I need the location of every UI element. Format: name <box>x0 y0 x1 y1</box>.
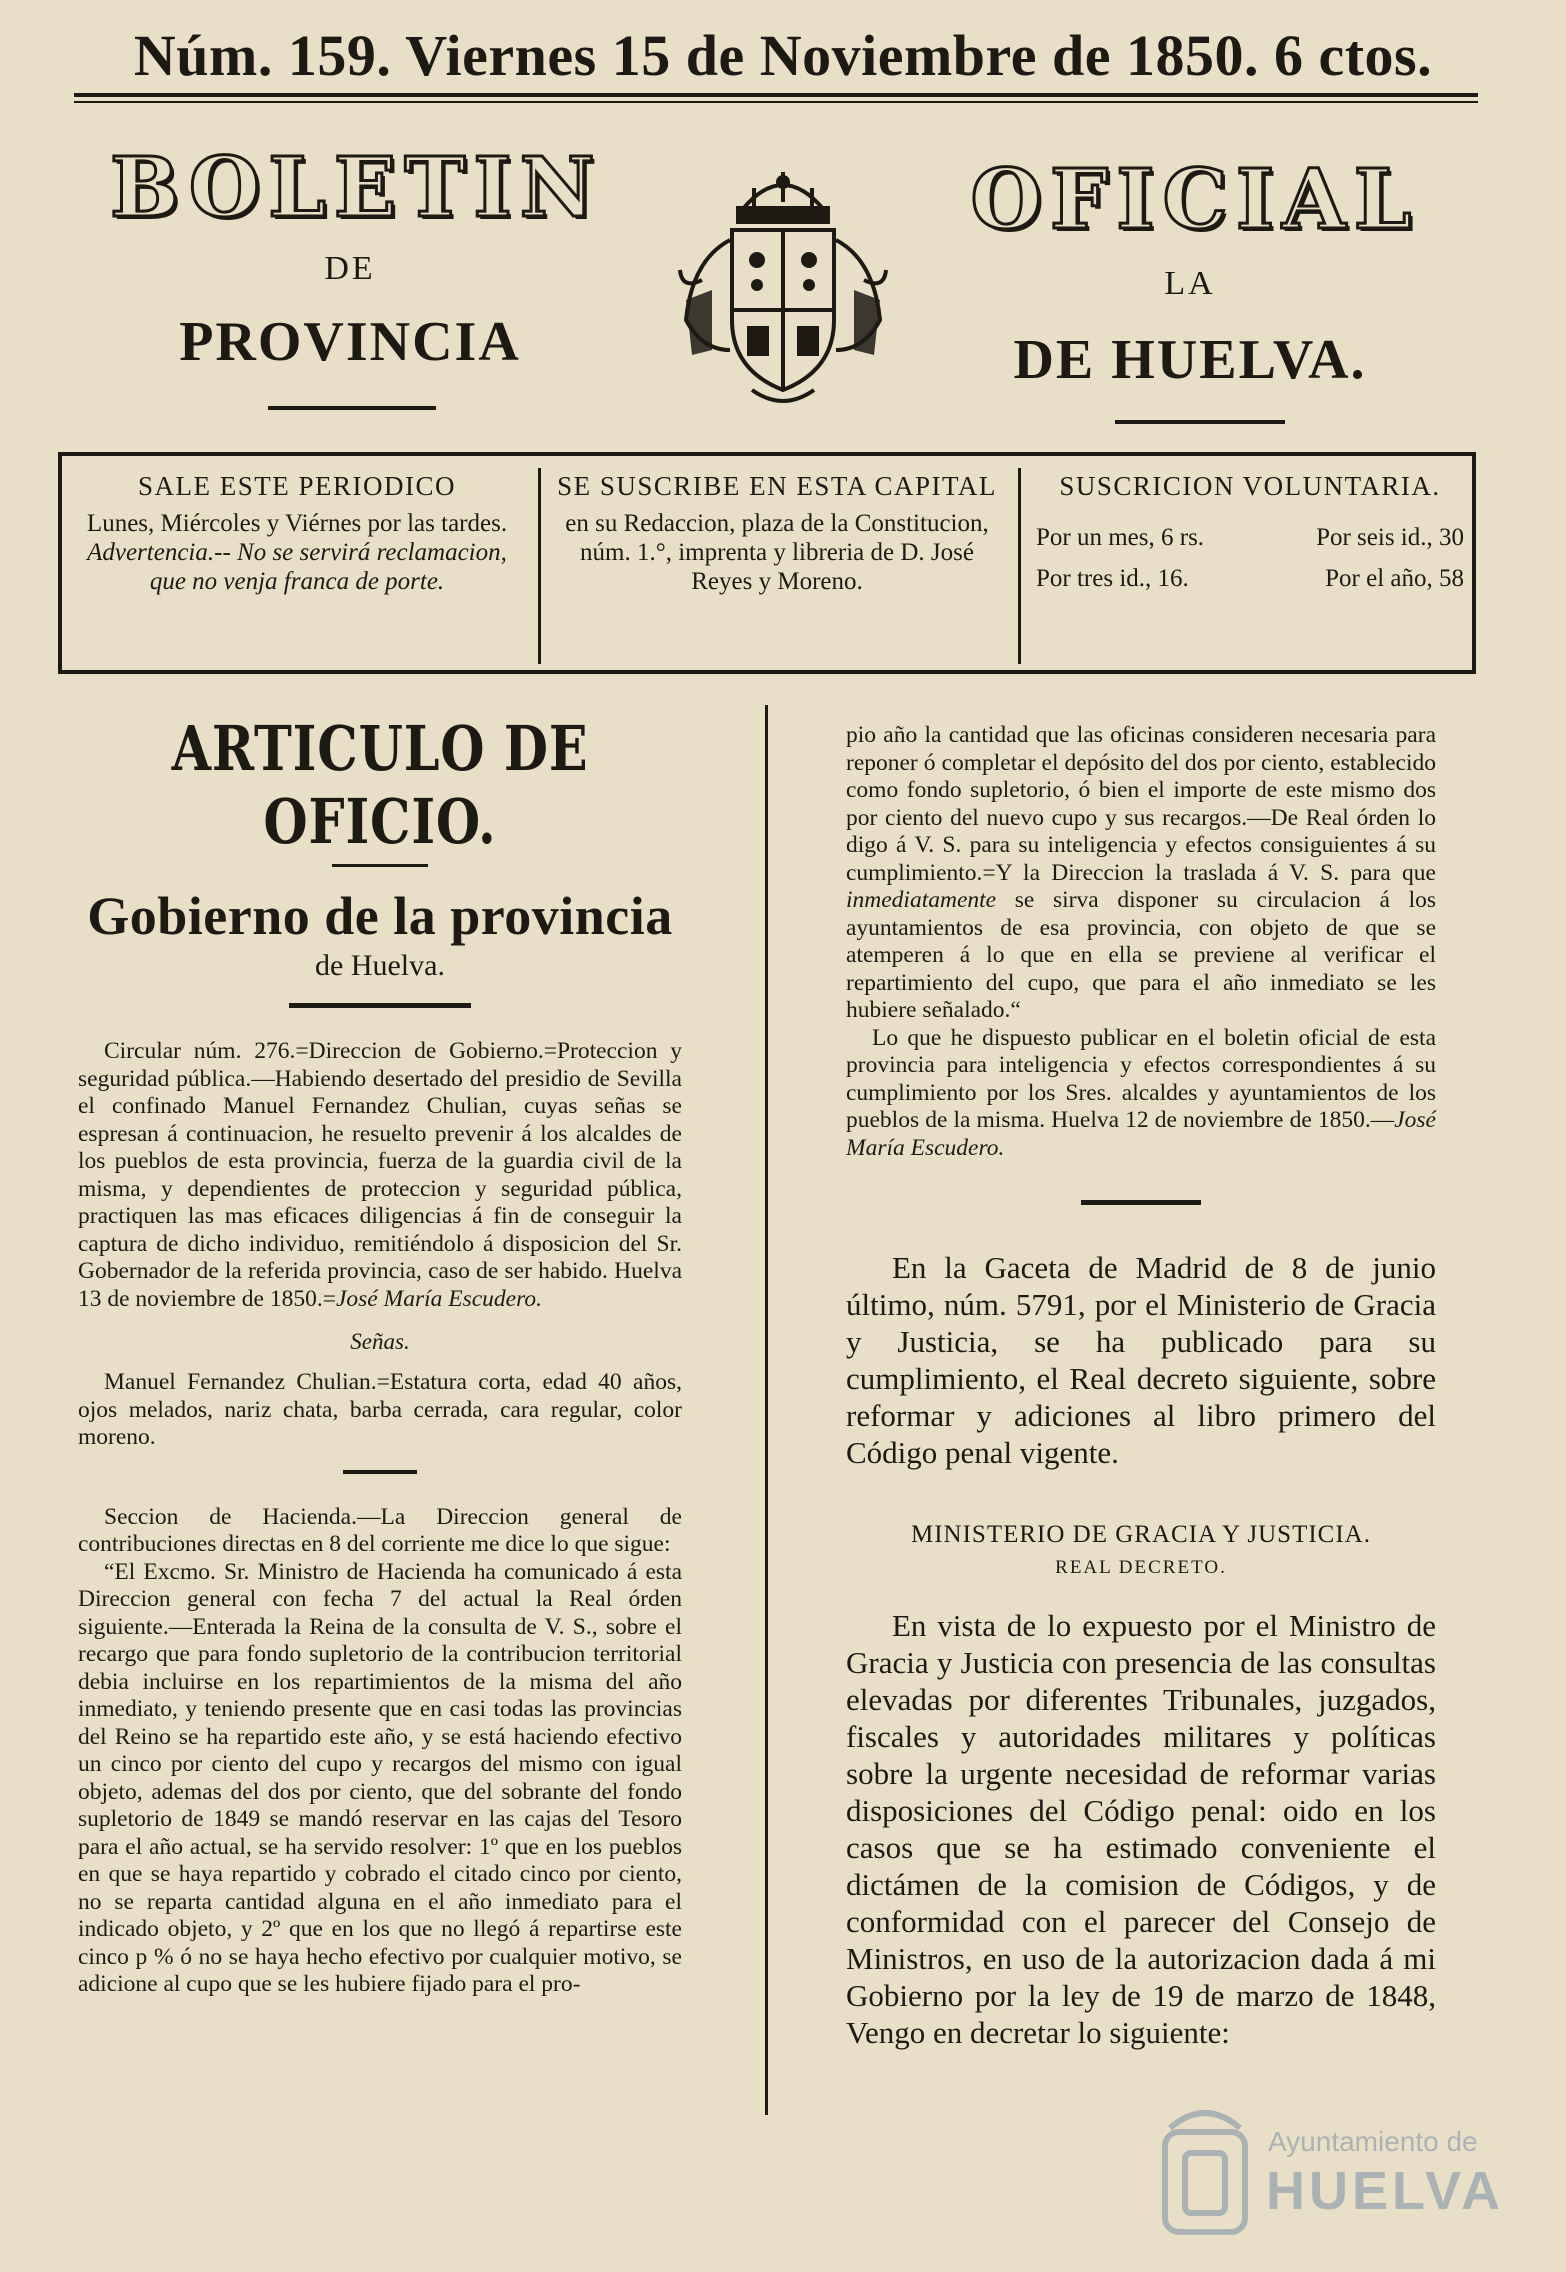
subscribe-text: en su Redaccion, plaza de la Constitucion, núm. 1.°, imprenta y libreria de D. José Reyes y Moreno. <box>565 510 989 595</box>
schedule-note: Advertencia.-- No se servirá reclamacion, que no venja franca de porte. <box>87 539 507 595</box>
article-subtitle: de Huelva. <box>315 949 445 982</box>
ayuntamiento-watermark <box>1150 2098 1530 2258</box>
header-rule-top <box>74 93 1478 97</box>
watermark-line-2: HUELVA <box>1266 2161 1504 2221</box>
royal-order-continuation <box>846 722 1436 1025</box>
prices-row-2 <box>1036 564 1464 593</box>
masthead-provincia: PROVINCIA <box>179 311 521 373</box>
article-title: Gobierno de la provincia <box>87 886 673 946</box>
continuation-text-a: pio año la cantidad que las oficinas consideren necesaria para reponer ó completar el depósito del dos por ciento, establecido como fondo supletorio, ó bien el importe de este mismo dos por ciento del nuevo cupo y sus recargos.—De Real órden lo digo á V. S. para su inteligencia y efectos consiguientes á su cumplimiento.=Y la Direccion la traslada á V. S. para que <box>846 722 1436 886</box>
ornament-rule-4 <box>1081 1200 1201 1205</box>
ornament-rule-2 <box>289 1003 471 1008</box>
dateline: Núm. 159. Viernes 15 de Noviembre de 1850. 6 ctos. <box>133 23 1433 88</box>
continuation-italic: inmediatamente <box>846 887 997 913</box>
masthead-de: DE <box>324 250 376 287</box>
royal-order-paragraph: “El Excmo. Sr. Ministro de Hacienda ha comunicado á esta Direccion general con fecha 7 del actual la Real órden siguiente.—Enterada la Reina de la consulta de V. S., sobre el recargo que para fondo supletorio de la contribucion territorial debia incluirse en los repartimientos de la misma del año inmediato, y teniendo presente que en casi todas las provincias del Reino se ha repartido este año, y se está haciendo efectivo un cinco por ciento del cupo y recargos del mismo con igual objeto, ademas del dos por ciento, que del sobrante del fondo supletorio de 1849 se mandó reservar en las cajas del Tesoro para el año actual, se ha servido resolver: 1º que en los pueblos en que se haya repartido y cobrado el citado cinco por ciento, no se reparta cantidad alguna en el año inmediato para el indicado objeto, y 2º que en los que no llegó á repartirse este cinco p % ó no se haya hecho efectivo por cualquier motivo, se adicione al cupo que se les hubiere fijado para el pro- <box>78 1558 682 1997</box>
info-col-schedule <box>62 456 532 670</box>
gaceta-paragraph: En la Gaceta de Madrid de 8 de junio último, núm. 5791, por el Ministerio de Gracia y Justicia, se ha publicado para su cumplimiento, el Real decreto siguiente, sobre reformar y adiciones al libro primero del Código penal vigente. <box>846 1250 1436 1470</box>
publication-signature: José María Escudero. <box>846 1107 1436 1161</box>
subscribe-heading: SE SUSCRIBE EN ESTA CAPITAL <box>557 471 997 501</box>
header-rule-bottom <box>74 101 1478 103</box>
publication-paragraph <box>846 1025 1436 1163</box>
senas-heading: Señas. <box>350 1329 410 1354</box>
ornament-rule-1 <box>332 864 428 867</box>
info-divider-2 <box>1018 468 1021 664</box>
ornament-rule-3 <box>343 1470 417 1474</box>
prices-heading: SUSCRICION VOLUNTARIA. <box>1059 471 1441 501</box>
price-year: Por el año, 58 <box>1325 565 1464 592</box>
column-divider <box>765 705 768 2115</box>
schedule-text: Lunes, Miércoles y Viérnes por las tardes. <box>86 510 508 537</box>
decree-paragraph: En vista de lo expuesto por el Ministro de Gracia y Justicia con presencia de las consultas elevadas por diferentes Tribunales, juzgados, fiscales y autoridades militares y políticas sobre la urgente necesidad de reformar varias disposiciones del Código penal: oido en los casos que se ha estimado conveniente el dictámen de la comision de Códigos, y de conformidad con el parecer del Consejo de Ministros, en uso de la autorizacion dada á mi Gobierno por la ley de 19 de marzo de 1848, Vengo en decretar lo siguiente: <box>846 1608 1436 2050</box>
section-heading: ARTICULO DE OFICIO. <box>171 712 589 858</box>
circular-paragraph <box>78 1038 682 1313</box>
decree-heading: REAL DECRETO. <box>1055 1557 1227 1578</box>
description-paragraph: Manuel Fernandez Chulian.=Estatura corta, edad 40 años, ojos melados, nariz chata, barba cerrada, cara regular, color moreno. <box>78 1369 682 1450</box>
watermark-shield-icon <box>1150 2098 1260 2248</box>
subscription-info-box <box>58 452 1476 674</box>
info-divider-1 <box>538 468 541 664</box>
ministry-heading: MINISTERIO DE GRACIA Y JUSTICIA. <box>910 1521 1371 1548</box>
continuation-text-b: se sirva disponer su circulacion á los ayuntamientos de esa provincia, con objeto de que se atemperen á lo que en ella se previene al verificar el repartimiento del cupo, que para el año inmediato se les hubiere señalado.“ <box>846 887 1436 1023</box>
right-column <box>846 722 1436 2051</box>
coat-of-arms-emblem <box>672 150 894 420</box>
masthead-la: LA <box>1164 265 1216 302</box>
info-col-subscribe <box>544 456 1010 670</box>
circular-signature: José María Escudero. <box>335 1285 542 1312</box>
hacienda-paragraph: Seccion de Hacienda.—La Direccion general de contribuciones directas en 8 del corriente me dice lo que sigue: <box>78 1503 682 1557</box>
circular-text: Circular núm. 276.=Direccion de Gobierno.=Proteccion y seguridad pública.—Habiendo desertado del presidio de Sevilla el confinado Manuel Fernandez Chulian, cuyas señas se espresan á continuacion, he resuelto prevenir á los alcaldes de los pueblos de esta provincia, fuerza de la guardia civil de la misma, y dependientes de proteccion y seguridad pública, practiquen las mas eficaces diligencias á fin de conseguir la captura de dicho individuo, remitiéndolo á disposicion del Sr. Gobernador de la referida provincia, caso de ser habido. Huelva 13 de noviembre de 1850.= <box>78 1038 682 1312</box>
left-column <box>78 712 682 1999</box>
price-six-months: Por seis id., 30 <box>1316 524 1464 551</box>
schedule-heading: SALE ESTE PERIODICO <box>138 471 456 501</box>
masthead-boletin: BOLETIN <box>110 140 603 236</box>
prices-row-1 <box>1036 523 1464 552</box>
price-three-months: Por tres id., 16. <box>1036 565 1189 592</box>
info-col-prices <box>1024 456 1476 670</box>
masthead-rule-left <box>268 406 436 410</box>
price-month: Por un mes, 6 rs. <box>1036 524 1205 551</box>
masthead-rule-right <box>1115 420 1285 424</box>
watermark-line-1: Ayuntamiento de <box>1268 2126 1478 2157</box>
masthead-de-huelva: DE HUELVA. <box>1013 329 1367 391</box>
masthead-oficial: OFICIAL <box>970 152 1420 248</box>
publication-text: Lo que he dispuesto publicar en el boletin oficial de esta provincia para inteligencia y efectos correspondientes á su cumplimiento por los Sres. alcaldes y ayuntamientos de los pueblos de la misma. Huelva 12 de noviembre de 1850.— <box>846 1024 1436 1133</box>
